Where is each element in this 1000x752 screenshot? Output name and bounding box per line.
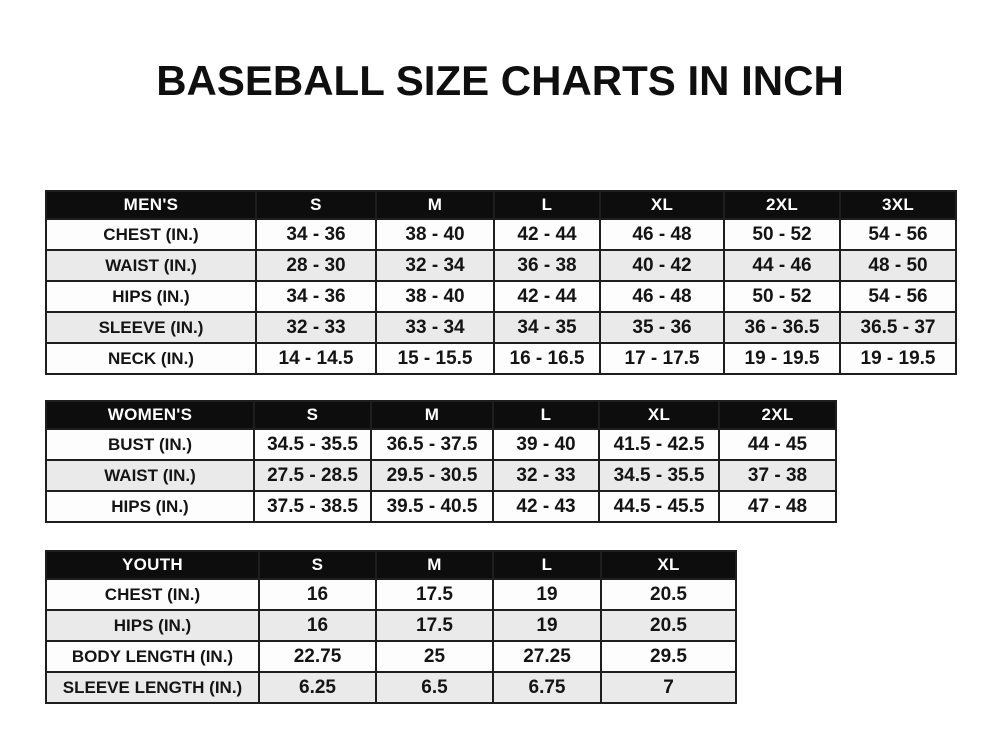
value-cell: 29.5 - 30.5 bbox=[371, 460, 493, 491]
value-cell: 6.5 bbox=[376, 672, 493, 703]
value-cell: 39 - 40 bbox=[493, 429, 599, 460]
value-cell: 37 - 38 bbox=[719, 460, 836, 491]
table-header-row bbox=[46, 401, 836, 429]
value-cell: 34 - 36 bbox=[256, 281, 376, 312]
row-label-cell: WAIST (IN.) bbox=[46, 460, 254, 491]
value-cell: 44 - 45 bbox=[719, 429, 836, 460]
column-header: XL bbox=[599, 401, 719, 429]
value-cell: 54 - 56 bbox=[840, 219, 956, 250]
value-cell: 17.5 bbox=[376, 579, 493, 610]
row-label-cell: HIPS (IN.) bbox=[46, 281, 256, 312]
table-row bbox=[46, 672, 736, 703]
value-cell: 6.25 bbox=[259, 672, 376, 703]
value-cell: 42 - 44 bbox=[494, 219, 600, 250]
value-cell: 17.5 bbox=[376, 610, 493, 641]
row-label-cell: CHEST (IN.) bbox=[46, 579, 259, 610]
value-cell: 50 - 52 bbox=[724, 219, 840, 250]
value-cell: 40 - 42 bbox=[600, 250, 724, 281]
column-header: L bbox=[493, 551, 601, 579]
value-cell: 36 - 36.5 bbox=[724, 312, 840, 343]
value-cell: 34.5 - 35.5 bbox=[599, 460, 719, 491]
table-header-row bbox=[46, 191, 956, 219]
column-header: M bbox=[371, 401, 493, 429]
value-cell: 32 - 33 bbox=[256, 312, 376, 343]
row-label-cell: BUST (IN.) bbox=[46, 429, 254, 460]
value-cell: 16 bbox=[259, 579, 376, 610]
value-cell: 46 - 48 bbox=[600, 219, 724, 250]
value-cell: 34.5 - 35.5 bbox=[254, 429, 371, 460]
value-cell: 6.75 bbox=[493, 672, 601, 703]
row-label-cell: SLEEVE (IN.) bbox=[46, 312, 256, 343]
column-header: L bbox=[494, 191, 600, 219]
value-cell: 14 - 14.5 bbox=[256, 343, 376, 374]
table-row bbox=[46, 219, 956, 250]
value-cell: 16 bbox=[259, 610, 376, 641]
value-cell: 46 - 48 bbox=[600, 281, 724, 312]
column-header: 2XL bbox=[719, 401, 836, 429]
table-row bbox=[46, 250, 956, 281]
mens-size-table bbox=[45, 190, 957, 375]
value-cell: 33 - 34 bbox=[376, 312, 494, 343]
row-label-cell: WAIST (IN.) bbox=[46, 250, 256, 281]
value-cell: 39.5 - 40.5 bbox=[371, 491, 493, 522]
column-header: S bbox=[259, 551, 376, 579]
value-cell: 41.5 - 42.5 bbox=[599, 429, 719, 460]
value-cell: 29.5 bbox=[601, 641, 736, 672]
value-cell: 48 - 50 bbox=[840, 250, 956, 281]
value-cell: 20.5 bbox=[601, 579, 736, 610]
value-cell: 34 - 35 bbox=[494, 312, 600, 343]
table-row bbox=[46, 281, 956, 312]
value-cell: 27.25 bbox=[493, 641, 601, 672]
value-cell: 38 - 40 bbox=[376, 281, 494, 312]
value-cell: 44 - 46 bbox=[724, 250, 840, 281]
value-cell: 54 - 56 bbox=[840, 281, 956, 312]
value-cell: 34 - 36 bbox=[256, 219, 376, 250]
value-cell: 47 - 48 bbox=[719, 491, 836, 522]
value-cell: 19 - 19.5 bbox=[724, 343, 840, 374]
value-cell: 19 bbox=[493, 610, 601, 641]
value-cell: 20.5 bbox=[601, 610, 736, 641]
womens-size-table bbox=[45, 400, 837, 523]
value-cell: 42 - 43 bbox=[493, 491, 599, 522]
column-header: M bbox=[376, 551, 493, 579]
value-cell: 19 - 19.5 bbox=[840, 343, 956, 374]
row-label-cell: SLEEVE LENGTH (IN.) bbox=[46, 672, 259, 703]
row-label-cell: BODY LENGTH (IN.) bbox=[46, 641, 259, 672]
value-cell: 32 - 33 bbox=[493, 460, 599, 491]
table-title-cell: MEN'S bbox=[46, 191, 256, 219]
value-cell: 22.75 bbox=[259, 641, 376, 672]
value-cell: 37.5 - 38.5 bbox=[254, 491, 371, 522]
table-row bbox=[46, 460, 836, 491]
value-cell: 19 bbox=[493, 579, 601, 610]
value-cell: 16 - 16.5 bbox=[494, 343, 600, 374]
value-cell: 35 - 36 bbox=[600, 312, 724, 343]
page-title: BASEBALL SIZE CHARTS IN INCH bbox=[156, 57, 844, 104]
table-row bbox=[46, 579, 736, 610]
column-header: 3XL bbox=[840, 191, 956, 219]
table-row bbox=[46, 429, 836, 460]
value-cell: 44.5 - 45.5 bbox=[599, 491, 719, 522]
row-label-cell: CHEST (IN.) bbox=[46, 219, 256, 250]
value-cell: 7 bbox=[601, 672, 736, 703]
table-title-cell: WOMEN'S bbox=[46, 401, 254, 429]
value-cell: 15 - 15.5 bbox=[376, 343, 494, 374]
column-header: L bbox=[493, 401, 599, 429]
column-header: XL bbox=[600, 191, 724, 219]
value-cell: 50 - 52 bbox=[724, 281, 840, 312]
row-label-cell: HIPS (IN.) bbox=[46, 491, 254, 522]
column-header: S bbox=[256, 191, 376, 219]
table-row bbox=[46, 641, 736, 672]
row-label-cell: NECK (IN.) bbox=[46, 343, 256, 374]
column-header: M bbox=[376, 191, 494, 219]
table-row bbox=[46, 312, 956, 343]
table-row bbox=[46, 343, 956, 374]
column-header: 2XL bbox=[724, 191, 840, 219]
value-cell: 27.5 - 28.5 bbox=[254, 460, 371, 491]
value-cell: 28 - 30 bbox=[256, 250, 376, 281]
table-header-row bbox=[46, 551, 736, 579]
column-header: XL bbox=[601, 551, 736, 579]
value-cell: 36.5 - 37.5 bbox=[371, 429, 493, 460]
table-row bbox=[46, 610, 736, 641]
table-row bbox=[46, 491, 836, 522]
value-cell: 25 bbox=[376, 641, 493, 672]
value-cell: 42 - 44 bbox=[494, 281, 600, 312]
value-cell: 36 - 38 bbox=[494, 250, 600, 281]
table-title-cell: YOUTH bbox=[46, 551, 259, 579]
value-cell: 38 - 40 bbox=[376, 219, 494, 250]
value-cell: 32 - 34 bbox=[376, 250, 494, 281]
value-cell: 36.5 - 37 bbox=[840, 312, 956, 343]
column-header: S bbox=[254, 401, 371, 429]
value-cell: 17 - 17.5 bbox=[600, 343, 724, 374]
row-label-cell: HIPS (IN.) bbox=[46, 610, 259, 641]
youth-size-table bbox=[45, 550, 737, 704]
